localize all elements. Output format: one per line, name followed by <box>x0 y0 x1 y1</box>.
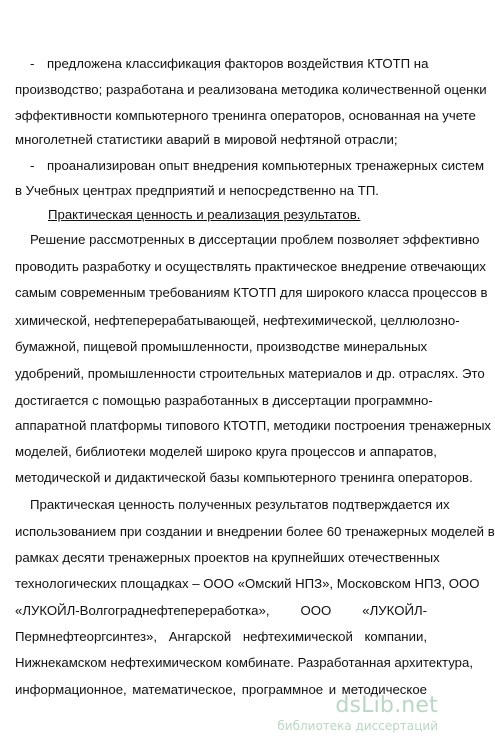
text-line: достигается с помощью разработанных в диссертации программно- <box>15 393 433 408</box>
text-line: рамках десяти тренажерных проектов на крупнейших отечественных <box>15 550 440 565</box>
text-line: технологических площадках – ООО «Омский НПЗ», Московском НПЗ, ООО <box>15 576 480 591</box>
watermark-subtitle: библиотека диссертаций <box>277 719 438 733</box>
text-line: удобрений, промышленности строительных материалов и др. отраслях. Это <box>15 366 485 381</box>
text-line: многолетней статистики аварий в мировой нефтяной отрасли; <box>15 132 398 147</box>
text-line: Решение рассмотренных в диссертации проблем позволяет эффективно <box>30 232 480 247</box>
text-line: химической, нефтеперерабатывающей, нефтехимической, целлюлозно- <box>15 313 460 328</box>
text-line: Пермнефтеоргсинтез», Ангарской нефтехимической компании, <box>15 629 427 644</box>
text-line: аппаратной платформы типового КТОТП, методики построения тренажерных <box>15 418 492 433</box>
text-line: производство; разработана и реализована методика количественной оценки <box>15 82 487 97</box>
text-line: предложена классификация факторов воздействия КТОТП на <box>47 56 429 71</box>
watermark <box>277 693 438 736</box>
text-line: методической и дидактической базы компьютерного тренинга операторов. <box>15 470 473 485</box>
text-line: моделей, библиотеки моделей широко круга процессов и аппаратов, <box>15 444 437 459</box>
bullet-marker: - <box>30 158 35 173</box>
watermark-title: dsLib.net <box>335 693 438 718</box>
text-line: эффективности компьютерного тренинга операторов, основанная на учете <box>15 108 476 123</box>
text-line: использованием при создании и внедрении более 60 тренажерных моделей в <box>15 524 495 539</box>
text-line: Практическая ценность полученных результатов подтверждается их <box>30 497 450 512</box>
text-line: «ЛУКОЙЛ-Волгограднефтепереработка», ООО «ЛУКОЙЛ- <box>15 603 427 618</box>
bullet-marker: - <box>30 56 35 71</box>
section-heading: Практическая ценность и реализация результатов. <box>48 207 361 222</box>
text-line: проанализирован опыт внедрения компьютерных тренажерных систем <box>47 158 485 173</box>
text-line: самым современным требованиям КТОТП для широкого класса процессов в <box>15 285 488 300</box>
text-line: в Учебных центрах предприятий и непосредственно на ТП. <box>15 183 379 198</box>
text-line: проводить разработку и осуществлять практическое внедрение отвечающих <box>15 259 487 274</box>
text-line: бумажной, пищевой промышленности, производстве минеральных <box>15 339 428 354</box>
text-line: Нижнекамском нефтехимическом комбинате. Разработанная архитектура, <box>15 655 473 670</box>
text-line: информационное, математическое, программное и методическое <box>15 682 427 697</box>
